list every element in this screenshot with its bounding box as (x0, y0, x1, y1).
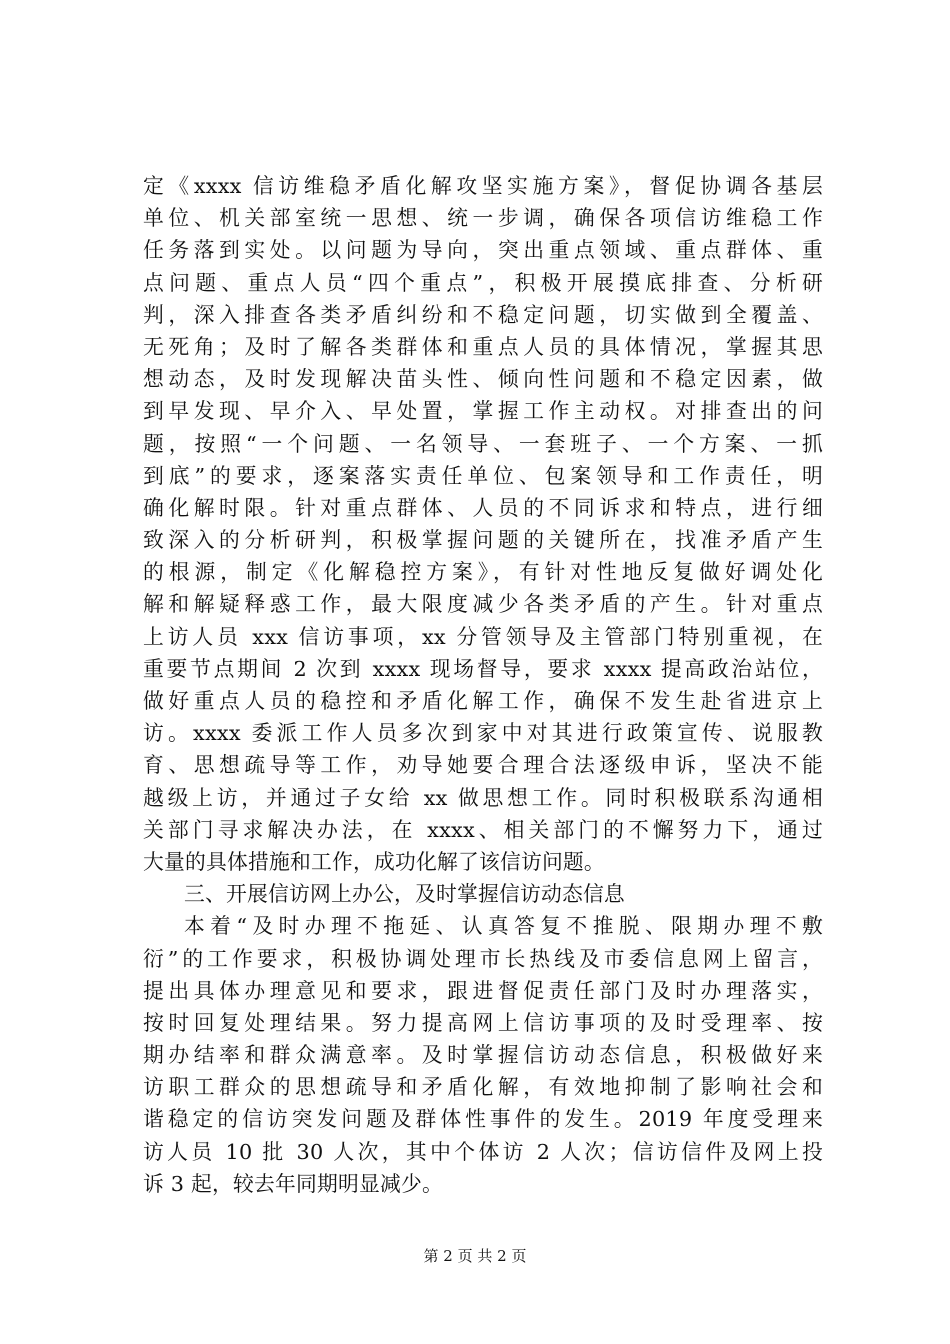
section-heading: 三、开展信访网上办公，及时掌握信访动态信息 (184, 882, 625, 907)
body-line: 解和解疑释惑工作，最大限度减少各类矛盾的产生。针对重点 (143, 592, 823, 617)
body-line: 定《xxxx 信访维稳矛盾化解攻坚实施方案》，督促协调各基层 (143, 174, 823, 198)
page-footer: 第 2 页 共 2 页 (423, 1247, 527, 1265)
body-line: 访。xxxx 委派工作人员多次到家中对其进行政策宣传、说服教 (143, 721, 823, 746)
body-line: 想动态，及时发现解决苗头性、倾向性问题和不稳定因素，做 (143, 367, 823, 392)
body-line: 题，按照“一个问题、一名领导、一套班子、一个方案、一抓 (143, 431, 823, 456)
body-line: 访人员 10 批 30 人次，其中个体访 2 人次；信访信件及网上投 (143, 1139, 823, 1164)
body-line: 判，深入排查各类矛盾纠纷和不稳定问题，切实做到全覆盖、 (143, 302, 823, 327)
body-line: 大量的具体措施和工作，成功化解了该信访问题。 (143, 849, 605, 874)
body-line: 本着“及时办理不拖延、认真答复不推脱、限期办理不敷 (184, 914, 823, 939)
body-line: 诉 3 起，较去年同期明显减少。 (143, 1171, 444, 1196)
body-line: 期办结率和群众满意率。及时掌握信访动态信息，积极做好来 (143, 1043, 823, 1068)
body-line: 做好重点人员的稳控和矛盾化解工作，确保不发生赴省进京上 (143, 689, 823, 713)
body-line: 谐稳定的信访突发问题及群体性事件的发生。2019 年度受理来 (143, 1107, 823, 1132)
body-line: 上访人员 xxx 信访事项，xx 分管领导及主管部门特别重视，在 (143, 624, 823, 649)
document-body (143, 170, 823, 1200)
body-line: 确化解时限。针对重点群体、人员的不同诉求和特点，进行细 (143, 495, 823, 520)
body-line: 任务落到实处。以问题为导向，突出重点领域、重点群体、重 (143, 238, 823, 263)
body-line: 无死角；及时了解各类群体和重点人员的具体情况，掌握其思 (143, 334, 823, 359)
body-line: 的根源，制定《化解稳控方案》，有针对性地反复做好调处化 (143, 560, 823, 585)
body-line: 越级上访，并通过子女给 xx 做思想工作。同时积极联系沟通相 (143, 785, 823, 810)
body-line: 单位、机关部室统一思想、统一步调，确保各项信访维稳工作 (143, 206, 823, 231)
body-line: 关部门寻求解决办法，在 xxxx、相关部门的不懈努力下，通过 (143, 817, 823, 842)
body-line: 到早发现、早介入、早处置，掌握工作主动权。对排查出的问 (143, 399, 823, 424)
body-line: 提出具体办理意见和要求，跟进督促责任部门及时办理落实， (143, 978, 823, 1003)
body-line: 到底”的要求，逐案落实责任单位、包案领导和工作责任，明 (143, 463, 823, 488)
body-line: 按时回复处理结果。努力提高网上信访事项的及时受理率、按 (143, 1010, 823, 1035)
body-line: 点问题、重点人员“四个重点”，积极开展摸底排查、分析研 (143, 270, 823, 295)
body-line: 育、思想疏导等工作，劝导她要合理合法逐级申诉，坚决不能 (143, 753, 823, 778)
body-line: 重要节点期间 2 次到 xxxx 现场督导，要求 xxxx 提高政治站位， (143, 656, 823, 681)
body-line: 衍”的工作要求，积极协调处理市长热线及市委信息网上留言， (143, 946, 823, 971)
body-line: 致深入的分析研判，积极掌握问题的关键所在，找准矛盾产生 (143, 528, 823, 553)
body-line: 访职工群众的思想疏导和矛盾化解，有效地抑制了影响社会和 (143, 1075, 823, 1100)
